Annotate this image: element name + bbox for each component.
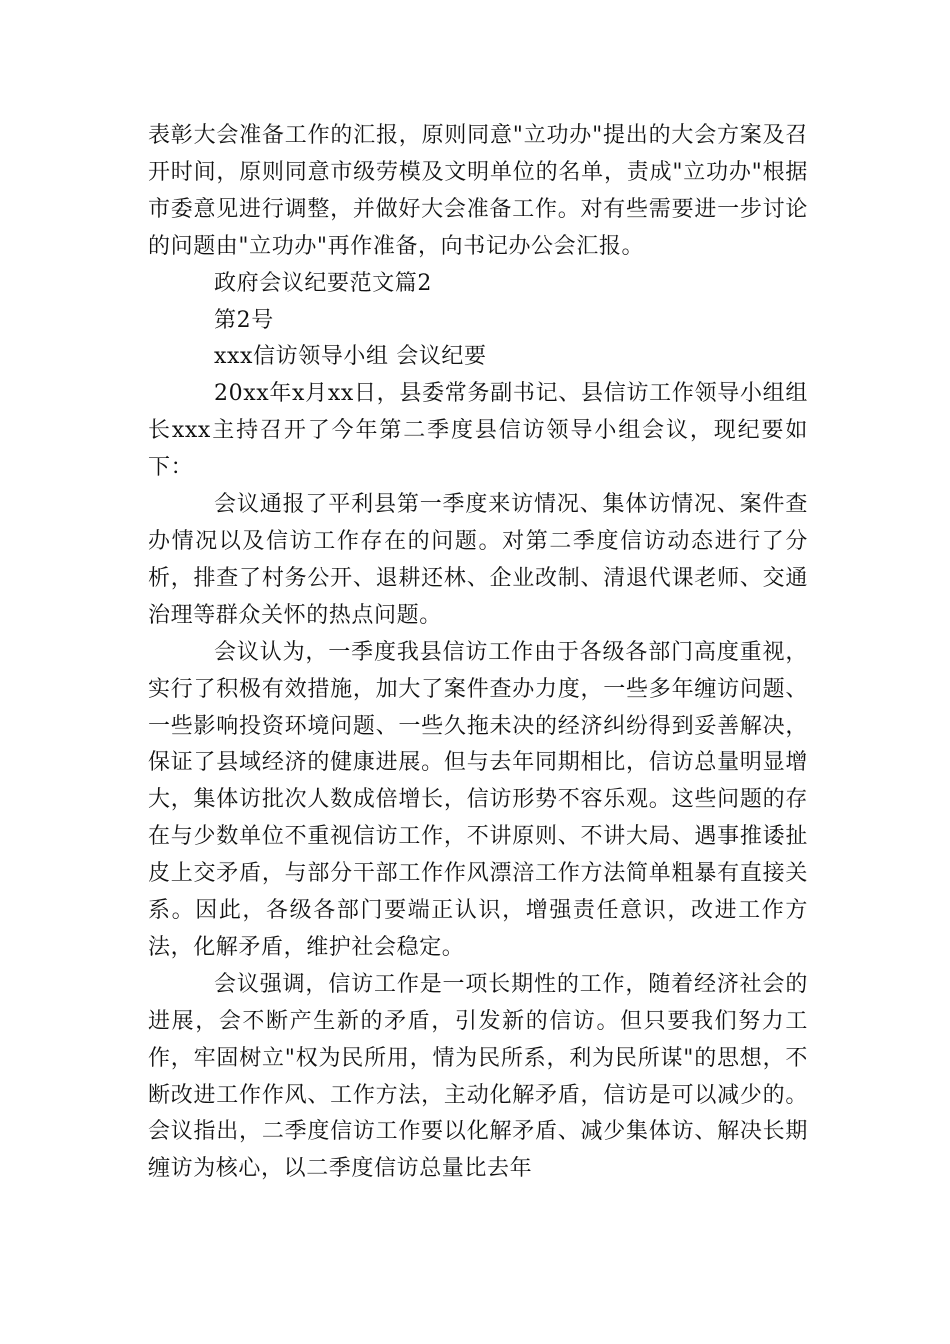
paragraph-briefing: 会议通报了平利县第一季度来访情况、集体访情况、案件查办情况以及信访工作存在的问题。对第二季度信访动态进行了分析，排查了村务公开、退耕还林、企业改制、清退代课老师、交通治理等群众关怀的热点问题。 (148, 492, 808, 628)
paragraph-continuation: 表彰大会准备工作的汇报，原则同意"立功办"提出的大会方案及召开时间，原则同意市级劳模及文明单位的名单，责成"立功办"根据市委意见进行调整，并做好大会准备工作。对有些需要进一步讨论的问题由"立功办"再作准备，向书记办公会汇报。 (148, 123, 808, 259)
document-subtitle: xxx信访领导小组 会议纪要 (214, 344, 487, 370)
paragraph-emphasis: 会议强调，信访工作是一项长期性的工作，随着经济社会的进展，会不断产生新的矛盾，引发新的信访。但只要我们努力工作，牢固树立"权为民所用，情为民所系，利为民所谋"的思想，不断改进工作作风、工作方法，主动化解矛盾，信访是可以减少的。会议指出，二季度信访工作要以化解矛盾、减少集体访、解决长期缠访为核心，以二季度信访总量比去年 (148, 971, 808, 1182)
document-title: 政府会议纪要范文篇2 (214, 270, 432, 296)
document-body (148, 118, 808, 1188)
paragraph-assessment: 会议认为，一季度我县信访工作由于各级各部门高度重视，实行了积极有效措施，加大了案件查办力度，一些多年缠访问题、一些影响投资环境问题、一些久拖未决的经济纠纷得到妥善解决，保证了县域经济的健康进展。但与去年同期相比，信访总量明显增大，集体访批次人数成倍增长，信访形势不容乐观。这些问题的存在与少数单位不重视信访工作，不讲原则、不讲大局、遇事推诿扯皮上交矛盾，与部分干部工作作风漂涪工作方法简单粗暴有直接关系。因此，各级各部门要端正认识，增强责任意识，改进工作方法，化解矛盾，维护社会稳定。 (148, 639, 808, 960)
document-number: 第2号 (214, 307, 274, 333)
paragraph-opening: 20xx年x月xx日，县委常务副书记、县信访工作领导小组组长xxx主持召开了今年第二季度县信访领导小组会议，现纪要如下： (148, 381, 808, 481)
